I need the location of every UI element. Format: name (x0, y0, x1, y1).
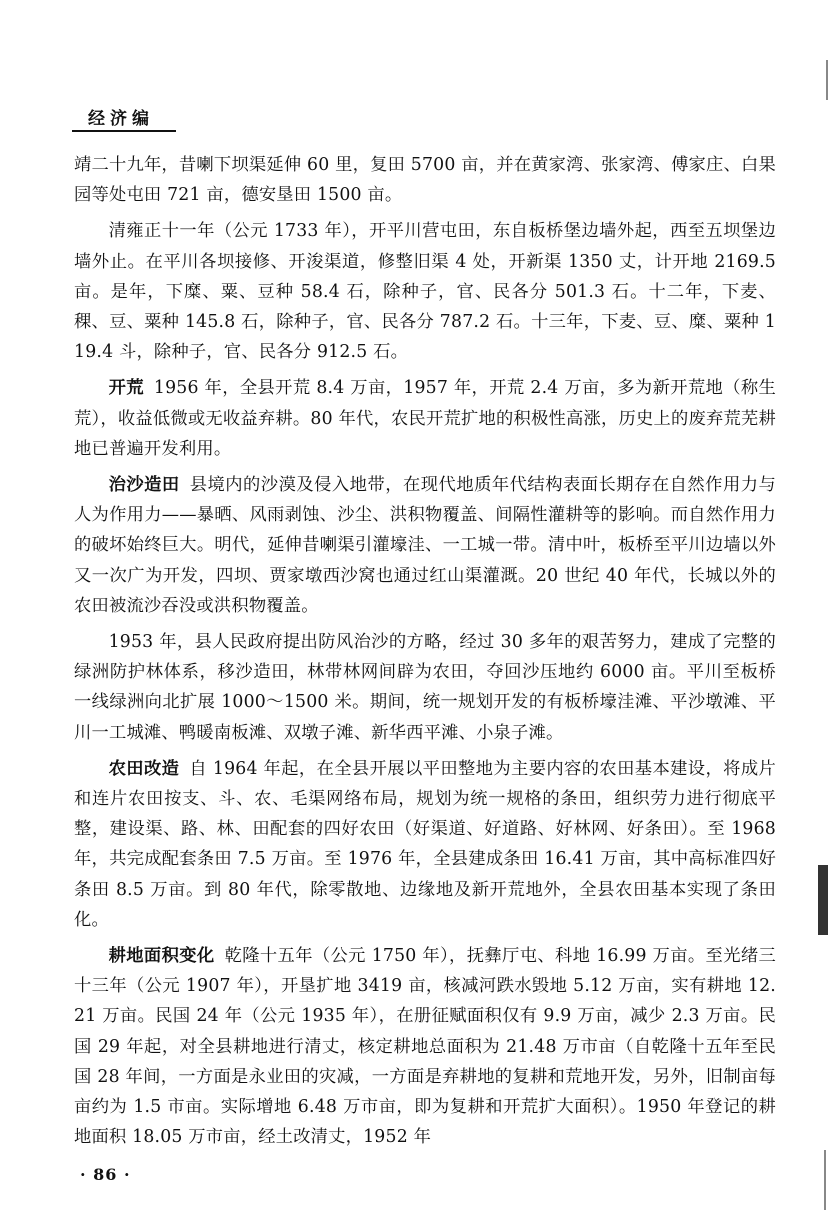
paragraph-text: 清雍正十一年（公元 1733 年），开平川营屯田，东自板桥堡边墙外起，西至五坝堡边墙外止。在平川各坝接修、开浚渠道，修整旧渠 4 处，开新渠 1350 丈，计开地 2169.5 亩。是年，下糜、粟、豆种 58.4 石，除种子，官、民各分 501.3 石。十二年，下麦、稞、豆、粟种 145.8 石，除种子，官、民各分 787.2 石。十三年，下麦、豆、糜、粟种 119.4 斗，除种子，官、民各分 912.5 石。 (74, 221, 776, 363)
paragraph-text: 1953 年，县人民政府提出防风治沙的方略，经过 30 多年的艰苦努力，建成了完整的绿洲防护林体系，移沙造田，林带林网间辟为农田，夺回沙压地约 6000 亩。平川至板桥一线绿洲向北扩展 1000～1500 米。期间，统一规划开发的有板桥壕洼滩、平沙墩滩、平川一工城滩、鸭暖南板滩、双墩子滩、新华西平滩、小泉子滩。 (74, 632, 776, 743)
scan-edge-mark (824, 1150, 826, 1210)
paragraph (74, 216, 776, 367)
paragraph (74, 941, 776, 1152)
paragraph (74, 470, 776, 621)
paragraph (74, 754, 776, 935)
paragraph-text: 自 1964 年起，在全县开展以平田整地为主要内容的农田基本建设，将成片和连片农田按支、斗、农、毛渠网络布局，规划为统一规格的条田，组织劳力进行彻底平整，建设渠、路、林、田配套的四好农田（好渠道、好道路、好林网、好条田）。至 1968 年，共完成配套条田 7.5 万亩。至 1976 年，全县建成条田 16.41 万亩，其中高标准四好条田 8.5 万亩。到 80 年代，除零散地、边缘地及新开荒地外，全县农田基本实现了条田化。 (74, 758, 776, 930)
section-title: 经济编 (88, 109, 154, 129)
paragraph (74, 150, 776, 210)
header-underline (72, 130, 176, 132)
paragraph-heading: 开荒 (108, 378, 144, 399)
scan-edge-mark (818, 865, 828, 935)
page-number: · 86 · (80, 1165, 131, 1184)
scan-edge-mark (826, 60, 828, 100)
paragraph-heading: 农田改造 (108, 758, 180, 779)
paragraph-text: 1956 年，全县开荒 8.4 万亩，1957 年，开荒 2.4 万亩，多为新开荒地（称生荒），收益低微或无收益弃耕。80 年代，农民开荒扩地的积极性高涨，历史上的废弃荒芜耕地已普遍开发利用。 (74, 378, 776, 459)
paragraph (74, 627, 776, 748)
paragraph-text: 靖二十九年，昔喇下坝渠延伸 60 里，复田 5700 亩，并在黄家湾、张家湾、傅家庄、白果园等处屯田 721 亩，德安垦田 1500 亩。 (74, 155, 776, 206)
body-text (74, 150, 776, 1153)
paragraph-text: 县境内的沙漠及侵入地带，在现代地质年代结构表面长期存在自然作用力与人为作用力——暴晒、风雨剥蚀、沙尘、洪积物覆盖、间隔性灌耕等的影响。而自然作用力的破坏始终巨大。明代，延伸昔喇渠引灌壕洼、一工城一带。清中叶，板桥至平川边墙以外又一次广为开发，四坝、贾家墩西沙窝也通过红山渠灌溉。20 世纪 40 年代，长城以外的农田被流沙吞没或洪积物覆盖。 (74, 475, 776, 616)
paragraph (74, 373, 776, 464)
paragraph-heading: 治沙造田 (108, 475, 180, 496)
paragraph-heading: 耕地面积变化 (108, 946, 215, 967)
paragraph-text: 乾隆十五年（公元 1750 年），抚彝厅屯、科地 16.99 万亩。至光绪三十三年（公元 1907 年），开垦扩地 3419 亩，核减河跌水毁地 5.12 万亩，实有耕地 12.21 万亩。民国 24 年（公元 1935 年），在册征赋面积仅有 9.9 万亩，减少 2.3 万亩。民国 29 年起，对全县耕地进行清丈，核定耕地总面积为 21.48 万市亩（自乾隆十五年至民国 28 年间，一方面是永业田的灾减，一方面是弃耕地的复耕和荒地开发，另外，旧制亩每亩约为 1.5 市亩。实际增地 6.48 万市亩，即为复耕和开荒扩大面积）。1950 年登记的耕地面积 18.05 万市亩，经土改清丈，1952 年 (74, 946, 776, 1148)
